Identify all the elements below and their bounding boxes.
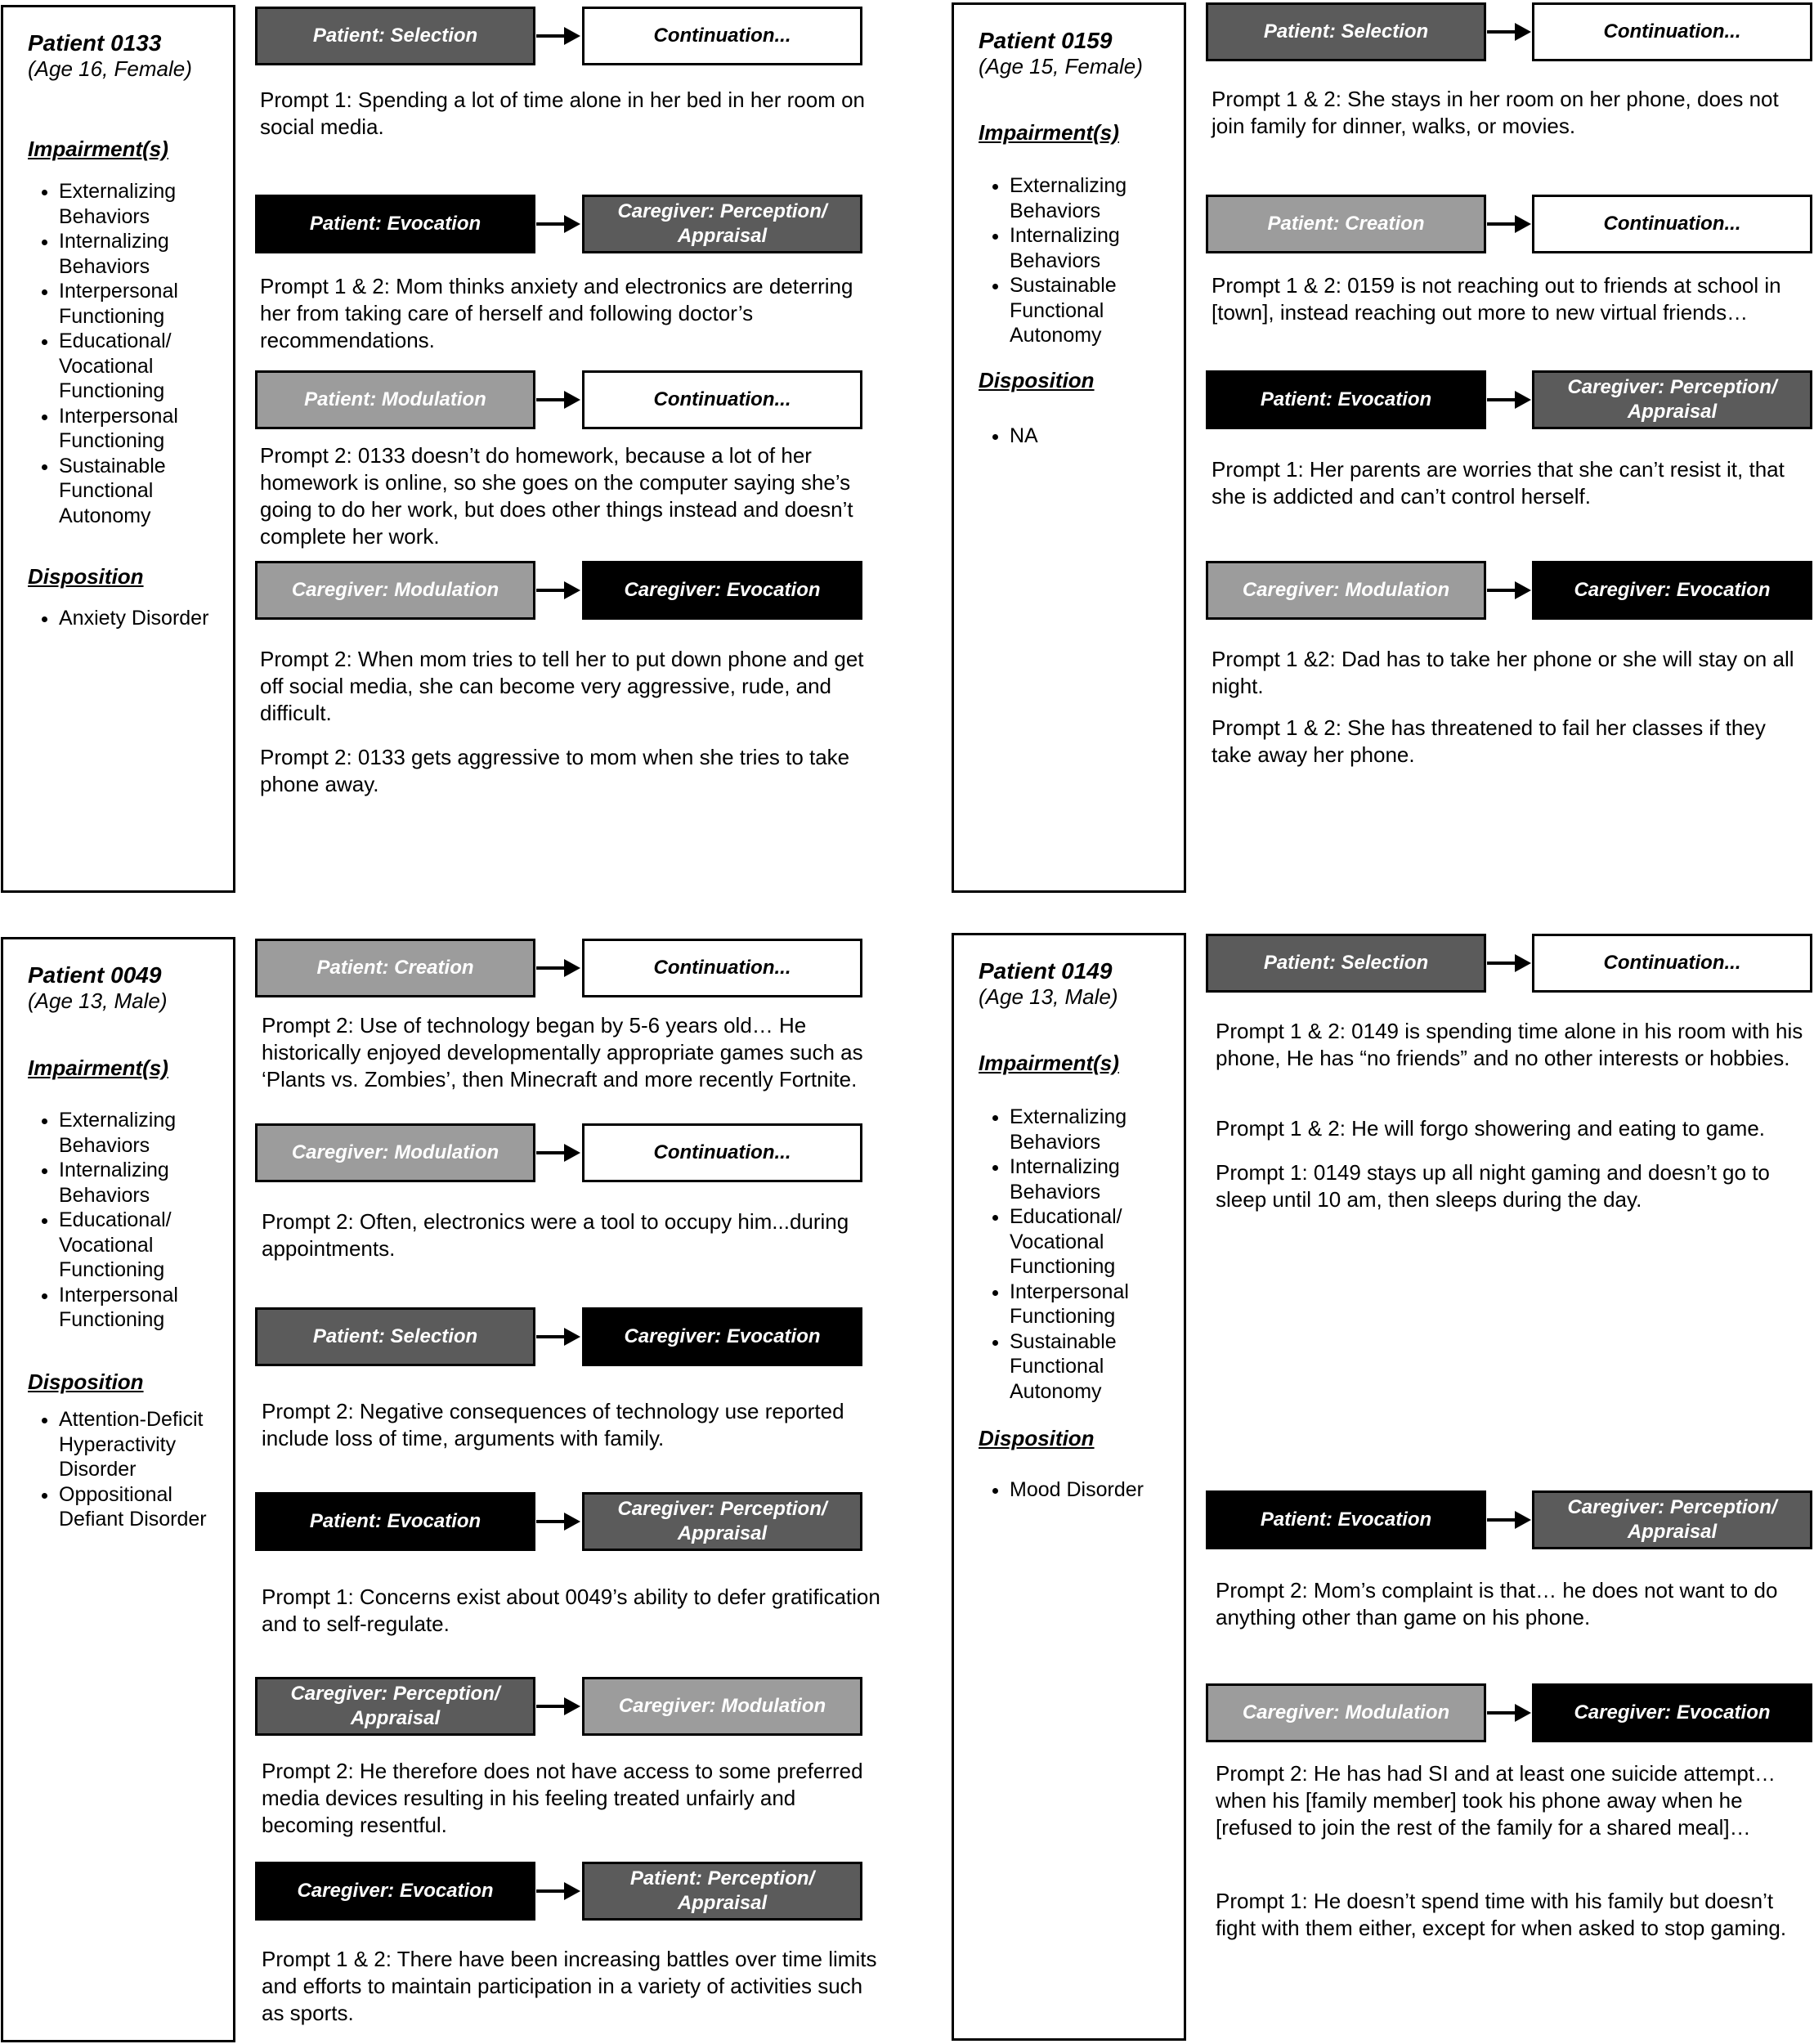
impairment-item: • Educational/ Vocational Functioning [59,1208,233,1283]
source-box: Patient: Modulation [255,370,535,429]
prompt-text: Prompt 2: He therefore does not have access to some preferred media devices resulting in his feeling treated unfairly and becoming resentful. [262,1759,863,1837]
source-box: Caregiver: Modulation [1206,561,1486,620]
patient-info-panel [952,2,1186,893]
flow-arrow [1487,952,1531,975]
source-box: Caregiver: Modulation [1206,1683,1486,1742]
impairment-item: • Sustainable Functional Autonomy [59,454,233,529]
prompt-text: Prompt 1: He doesn’t spend time with his family but doesn’t fight with them either, except for when asked to stop gaming. [1216,1889,1787,1940]
impairment-item: • Interpersonal Functioning [1010,1280,1184,1329]
source-box: Patient: Selection [1206,934,1486,993]
target-box: Continuation... [582,939,862,997]
disposition-heading: Disposition [28,564,144,589]
prompt-text: Prompt 1 &2: Dad has to take her phone or she will stay on all night. [1212,647,1794,698]
patient-info-panel [1,937,235,2042]
target-box: Continuation... [1532,934,1812,993]
flow-arrow [536,213,580,235]
target-box: Caregiver: Perception/ Appraisal [1532,1490,1812,1549]
impairments-list [34,1108,233,1333]
impairments-heading: Impairment(s) [979,1051,1119,1075]
prompt-text: Prompt 2: When mom tries to tell her to put down phone and get off social media, she can become very aggressive, rude, and difficult. [260,647,864,725]
flow-arrow [536,1880,580,1903]
target-box: Continuation... [582,1123,862,1182]
prompt-text: Prompt 2: Use of technology began by 5-6 years old… He historically enjoyed developmentally appropriate games such as ‘Plants vs. Zombies’, then Minecraft and more recently Fortnite. [262,1013,863,1091]
flow-arrow [536,1141,580,1164]
patient-id: Patient 0049 [28,962,162,988]
patient-age: (Age 13, Male) [28,988,168,1013]
flow-arrow [1487,579,1531,602]
target-box: Caregiver: Perception/ Appraisal [1532,370,1812,429]
impairment-item: • Internalizing Behaviors [1010,1154,1184,1204]
patient-age: (Age 15, Female) [979,54,1143,78]
target-box: Patient: Perception/ Appraisal [582,1862,862,1921]
impairment-item: • Externalizing Behaviors [59,179,233,229]
source-box: Caregiver: Modulation [255,561,535,620]
disposition-heading: Disposition [979,1426,1095,1450]
disposition-list [34,606,208,631]
source-box: Patient: Creation [255,939,535,997]
prompt-text: Prompt 1 & 2: She stays in her room on her phone, does not join family for dinner, walks, or movies. [1212,87,1779,138]
source-box: Patient: Selection [255,7,535,65]
impairment-item: • Internalizing Behaviors [59,1158,233,1208]
patient-id: Patient 0133 [28,30,162,56]
flow-arrow [536,579,580,602]
impairments-heading: Impairment(s) [28,1056,168,1080]
source-box: Patient: Evocation [1206,370,1486,429]
flow-arrow [536,25,580,47]
patient-info-panel [1,5,235,893]
impairment-item: • Interpersonal Functioning [59,279,233,329]
source-box: Patient: Evocation [255,1492,535,1551]
impairment-item: • Educational/ Vocational Functioning [59,329,233,404]
disposition-heading: Disposition [28,1369,144,1394]
flow-arrow [1487,20,1531,43]
flow-arrow [536,1695,580,1718]
target-box: Caregiver: Perception/ Appraisal [582,1492,862,1551]
patient-id: Patient 0149 [979,958,1113,984]
patient-info-panel [952,933,1186,2041]
disposition-list [34,1407,233,1532]
source-box: Patient: Evocation [1206,1490,1486,1549]
target-box: Caregiver: Evocation [1532,561,1812,620]
source-box: Caregiver: Perception/ Appraisal [255,1677,535,1736]
prompt-text: Prompt 1: Concerns exist about 0049’s ability to defer gratification and to self-regulate. [262,1585,880,1636]
impairment-item: • Sustainable Functional Autonomy [1010,273,1184,348]
prompt-text: Prompt 1 & 2: Mom thinks anxiety and electronics are deterring her from taking care of herself and following doctor’s recommendations. [260,274,853,352]
prompt-text: Prompt 1: Spending a lot of time alone in her bed in her room on social media. [260,87,865,139]
target-box: Caregiver: Modulation [582,1677,862,1736]
prompt-text: Prompt 1 & 2: 0159 is not reaching out to friends at school in [town], instead reaching out more to new virtual friends… [1212,273,1781,325]
target-box: Continuation... [1532,2,1812,61]
impairment-item: • Interpersonal Functioning [59,1283,233,1333]
source-box: Patient: Selection [1206,2,1486,61]
target-box: Continuation... [582,370,862,429]
flow-arrow [1487,1701,1531,1724]
prompt-text: Prompt 2: 0133 gets aggressive to mom when she tries to take phone away. [260,745,850,796]
target-box: Caregiver: Evocation [582,561,862,620]
flow-arrow [1487,388,1531,411]
flow-arrow [1487,213,1531,235]
impairment-item: • Externalizing Behaviors [59,1108,233,1158]
patient-id: Patient 0159 [979,28,1113,53]
disposition-item: • Attention-Deficit Hyperactivity Disorder [59,1407,233,1482]
disposition-item: • Oppositional Defiant Disorder [59,1482,233,1532]
impairments-list [34,179,233,528]
prompt-text: Prompt 1 & 2: He will forgo showering and eating to game. [1216,1116,1766,1141]
patient-age: (Age 16, Female) [28,56,192,81]
prompt-text: Prompt 1: 0149 stays up all night gaming and doesn’t go to sleep until 10 am, then sleeps during the day. [1216,1160,1770,1212]
disposition-item: • NA [1010,424,1038,449]
prompt-text: Prompt 1 & 2: She has threatened to fail her classes if they take away her phone. [1212,715,1766,767]
target-box: Continuation... [1532,195,1812,253]
impairments-heading: Impairment(s) [979,120,1119,145]
disposition-item: • Mood Disorder [1010,1477,1144,1503]
prompt-text: Prompt 2: 0133 doesn’t do homework, because a lot of her homework is online, so she goes on the computer saying she’s going to do her work, but does other things instead and doesn’t complete her work. [260,443,853,549]
patient-age: (Age 13, Male) [979,984,1118,1009]
disposition-heading: Disposition [979,368,1095,392]
prompt-text: Prompt 2: Often, electronics were a tool to occupy him...during appointments. [262,1209,849,1261]
target-box: Continuation... [582,7,862,65]
disposition-list [985,1477,1144,1503]
flow-arrow [1487,1508,1531,1531]
impairment-item: • Interpersonal Functioning [59,404,233,454]
target-box: Caregiver: Evocation [1532,1683,1812,1742]
impairments-heading: Impairment(s) [28,137,168,161]
source-box: Patient: Creation [1206,195,1486,253]
source-box: Patient: Selection [255,1307,535,1366]
impairment-item: • Sustainable Functional Autonomy [1010,1329,1184,1405]
impairments-list [985,1105,1184,1404]
impairments-list [985,173,1184,348]
prompt-text: Prompt 2: He has had SI and at least one suicide attempt… when his [family member] took his phone away when he [refused to join the rest of the family for a shared meal]… [1216,1761,1776,1840]
prompt-text: Prompt 2: Negative consequences of technology use reported include loss of time, arguments with family. [262,1399,844,1450]
flow-arrow [536,1510,580,1533]
prompt-text: Prompt 2: Mom’s complaint is that… he does not want to do anything other than game on his phone. [1216,1578,1778,1629]
impairment-item: • Educational/ Vocational Functioning [1010,1204,1184,1280]
disposition-list [985,424,1038,449]
impairment-item: • Internalizing Behaviors [59,229,233,279]
source-box: Patient: Evocation [255,195,535,253]
source-box: Caregiver: Modulation [255,1123,535,1182]
impairment-item: • Externalizing Behaviors [1010,173,1184,223]
flow-arrow [536,957,580,979]
prompt-text: Prompt 1 & 2: 0149 is spending time alone in his room with his phone, He has “no friends” and no other interests or hobbies. [1216,1019,1803,1070]
flow-arrow [536,1325,580,1348]
disposition-item: • Anxiety Disorder [59,606,208,631]
prompt-text: Prompt 1: Her parents are worries that she can’t resist it, that she is addicted and can’t control herself. [1212,457,1785,509]
source-box: Caregiver: Evocation [255,1862,535,1921]
impairment-item: • Internalizing Behaviors [1010,223,1184,273]
flow-arrow [536,388,580,411]
prompt-text: Prompt 1 & 2: There have been increasing battles over time limits and efforts to maintain participation in a variety of activities such as sports. [262,1947,877,2025]
target-box: Caregiver: Perception/ Appraisal [582,195,862,253]
target-box: Caregiver: Evocation [582,1307,862,1366]
impairment-item: • Externalizing Behaviors [1010,1105,1184,1154]
